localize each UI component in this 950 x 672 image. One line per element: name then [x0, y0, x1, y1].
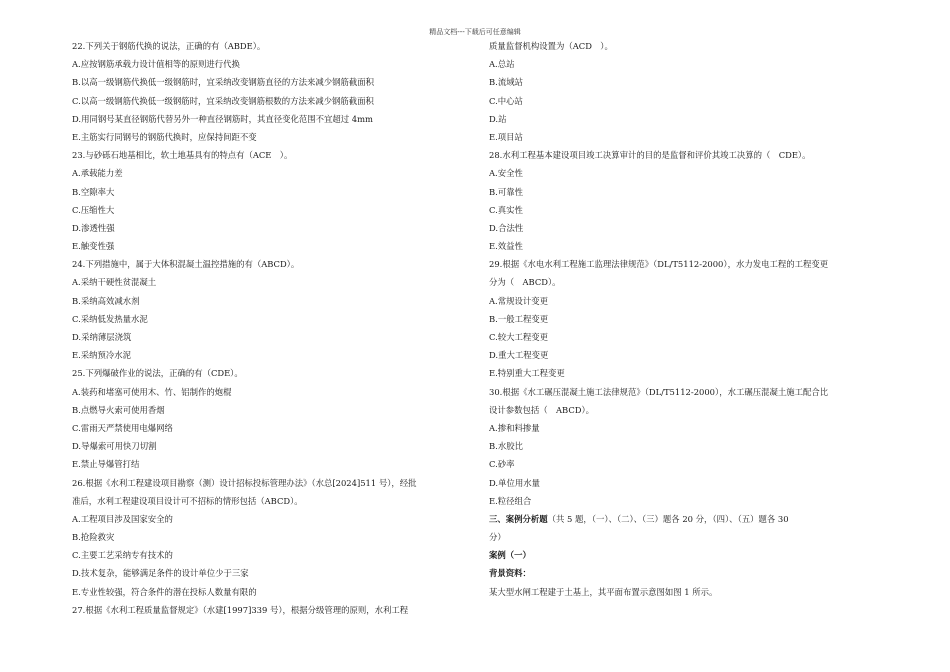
text-line: A.装药和堵塞可使用木、竹、铝制作的炮棍: [72, 386, 232, 397]
text-line: E.主筋实行同钢号的钢筋代换时，应保持间距不变: [72, 131, 257, 142]
text-line: 24.下列措施中，属于大体积混凝土温控措施的有（ABCD）。: [72, 259, 300, 270]
text-line: B.以高一级钢筋代换低一级钢筋时，宜采纳改变钢筋直径的方法来减少钢筋截面积: [72, 77, 374, 88]
text-line: C.采纳低发热量水泥: [72, 313, 148, 324]
text-line: C.压缩性大: [72, 204, 115, 215]
text-line: C.真实性: [489, 204, 523, 215]
text-line: A.掺和料掺量: [489, 422, 540, 433]
text-line: A.采纳干硬性贫混凝土: [72, 277, 157, 288]
section-heading: 三、案例分析题: [489, 513, 548, 524]
text-line: 29.根据《水电水利工程施工监理法律规范》（DL/T5112-2000），水力发电工程的工程变更: [489, 259, 829, 270]
text-line: D.采纳薄层浇筑: [72, 332, 132, 342]
text-line: A.常规设计变更: [489, 295, 548, 306]
text-line: 30.根据《水工碾压混凝土施工法律规范》（DL/T5112-2000），水工碾压混凝土施工配合比: [489, 386, 829, 397]
text-line: 设计参数包括（ ABCD）。: [489, 404, 595, 415]
text-line: A.安全性: [489, 168, 523, 179]
text-line: D.站: [489, 113, 507, 124]
section-heading-detail: （共 5 题，（一）、（二）、（三）题各 20 分，（四）、（五）题各 30: [547, 513, 789, 524]
text-line: 23.与砂砾石地基相比，软土地基具有的特点有（ACE ）。: [72, 150, 293, 161]
text-line: 28.水利工程基本建设项目竣工决算审计的目的是监督和评价其竣工决算的（ CDE）。: [489, 150, 811, 161]
text-line: D.渗透性强: [72, 222, 115, 233]
text-line: D.技术复杂，能够满足条件的设计单位少于三家: [72, 568, 249, 579]
text-line: D.导爆索可用快刀切割: [72, 441, 157, 452]
right-column: [489, 37, 879, 601]
page-header: 精品文档---下载后可任意编辑: [429, 28, 521, 36]
text-line: 准后，水利工程建设项目设计可不招标的情形包括（ABCD）。: [72, 495, 303, 506]
text-line: [489, 510, 879, 528]
text-line: C.较大工程变更: [489, 332, 549, 342]
text-line: E.效益性: [489, 241, 523, 252]
text-line: B.水胶比: [489, 441, 523, 452]
text-line: 背景资料：: [489, 568, 531, 579]
text-line: 22.下列关于钢筋代换的说法，正确的有（ABDE）。: [72, 41, 266, 51]
text-line: E.粒径组合: [489, 495, 532, 506]
text-line: 分）: [489, 532, 506, 543]
text-line: B.可靠性: [489, 186, 523, 197]
text-line: 27.根据《水利工程质量监督规定》（水建[1997]339 号），根据分级管理的原则，水利工程: [72, 604, 409, 615]
text-line: B.采纳高效减水剂: [72, 295, 140, 306]
text-line: E.禁止导爆管打结: [72, 459, 140, 470]
text-line: B.点燃导火索可使用香烟: [72, 404, 165, 415]
text-line: C.雷雨天严禁使用电爆网络: [72, 422, 173, 433]
text-line: B.抢险救灾: [72, 532, 115, 543]
text-line: C.以高一级钢筋代换低一级钢筋时，宜采纳改变钢筋根数的方法来减少钢筋截面积: [72, 95, 374, 106]
text-line: D.单位用水量: [489, 477, 540, 488]
text-line: 案例（一）: [489, 550, 531, 561]
text-line: D.用同钢号某直径钢筋代替另外一种直径钢筋时，其直径变化范围不宜超过 4mm: [72, 113, 373, 124]
text-line: E.采纳预冷水泥: [72, 350, 132, 361]
text-line: B.一般工程变更: [489, 313, 549, 324]
text-line: A.承载能力差: [72, 168, 123, 179]
text-line: 某大型水闸工程建于土基上，其平面布置示意图如图 1 所示。: [489, 586, 718, 597]
text-line: E.专业性较强，符合条件的潜在投标人数量有限的: [72, 586, 257, 597]
text-line: E.项目站: [489, 131, 523, 142]
text-line: D.重大工程变更: [489, 350, 549, 361]
text-line: A.总站: [489, 59, 515, 70]
text-line: 质量监督机构设置为（ACD ）。: [489, 41, 613, 51]
text-line: C.中心站: [489, 95, 523, 106]
text-line: 26.根据《水利工程建设项目勘察（测）设计招标投标管理办法》（水总[2024]511 号），经批: [72, 477, 417, 488]
text-line: E.特别重大工程变更: [489, 368, 565, 379]
text-line: D.合法性: [489, 222, 524, 233]
text-line: A.应按钢筋承载力设计值相等的原则进行代换: [72, 59, 240, 70]
text-line: B.流域站: [489, 77, 523, 88]
left-column: [72, 37, 472, 619]
text-line: E.触变性强: [72, 241, 115, 252]
text-line: A.工程项目涉及国家安全的: [72, 513, 173, 524]
text-line: C.砂率: [489, 459, 515, 470]
text-line: 25.下列爆破作业的说法，正确的有（CDE）。: [72, 368, 243, 379]
text-line: C.主要工艺采纳专有技术的: [72, 550, 173, 561]
text-line: 分为（ ABCD）。: [489, 277, 561, 288]
text-line: B.空隙率大: [72, 186, 115, 197]
